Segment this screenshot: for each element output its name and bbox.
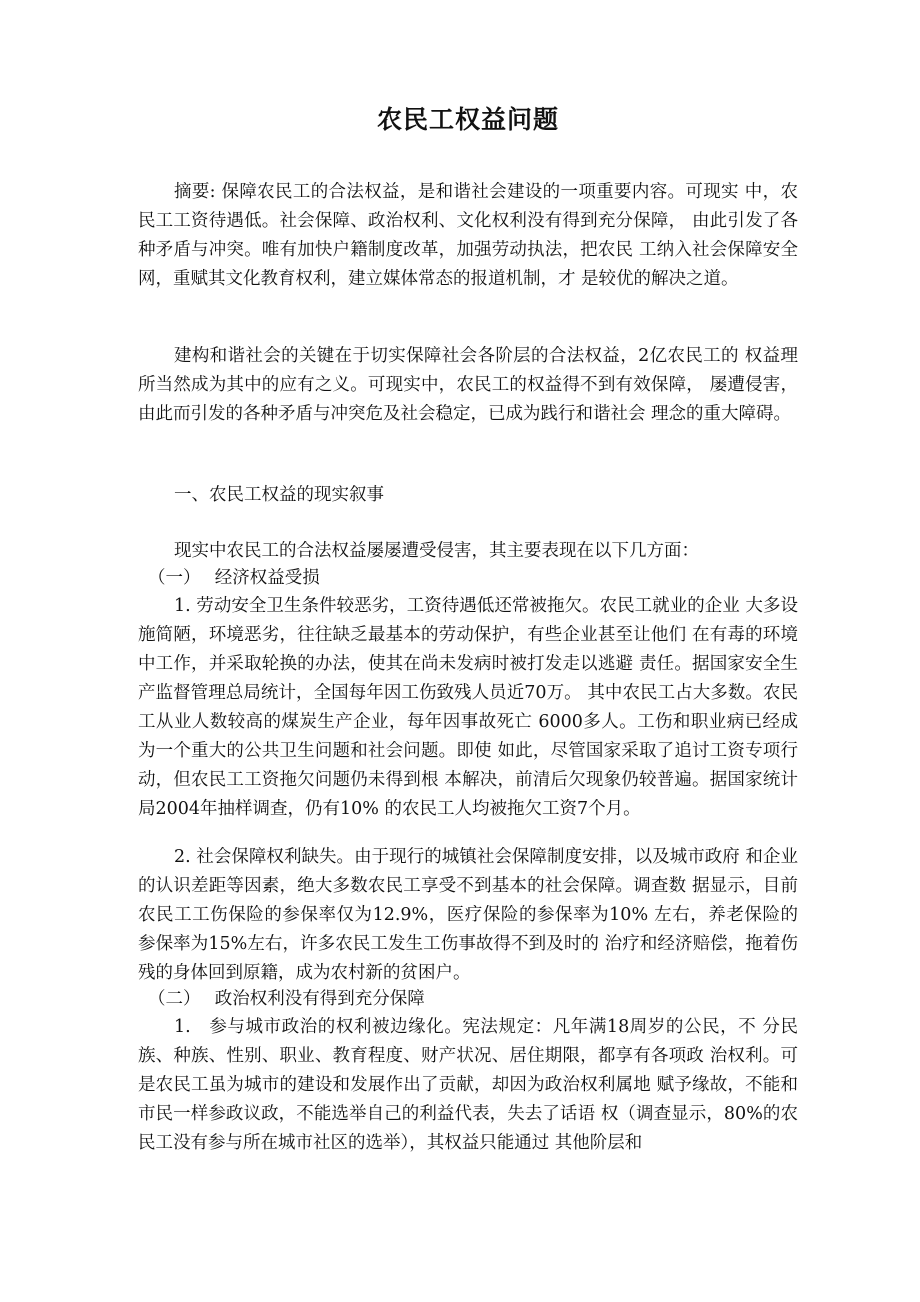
subsection-heading-economic: （一） 经济权益受损 <box>148 568 320 588</box>
subsection-heading-political: （二） 政治权利没有得到充分保障 <box>148 989 425 1009</box>
document-title: 农民工权益问题 <box>376 105 559 134</box>
section-lead-paragraph: 现实中农民工的合法权益屡屡遭受侵害，其主要表现在以下几方面： <box>174 541 699 561</box>
abstract-paragraph: 摘要: 保障农民工的合法权益，是和谐社会建设的一项重要内容。可现实 中，农民工工资待遇低。社会保障、政治权利、文化权利没有得到充分保障， 由此引发了各种矛盾与冲突。唯有加快户籍制度改革，加强劳动执法，把农民 工纳入社会保障安全网，重赋其文化教育权利，建立媒体常态的报道机制，才 是较优的解决之道。 <box>138 182 798 289</box>
list-item-labor-safety: 1. 劳动安全卫生条件较恶劣，工资待遇低还常被拖欠。农民工就业的企业 大多设施简陋，环境恶劣，往往缺乏最基本的劳动保护，有些企业甚至让他们 在有毒的环境中工作，并采取轮换的办法，使其在尚未发病时被打发走以逃避 责任。据国家安全生产监督管理总局统计，全国每年因工伤致残人员近70万。 其中农民工占大多数。农民工从业人数较高的煤炭生产企业，每年因事故死亡 6000多人。工伤和职业病已经成为一个重大的公共卫生问题和社会问题。即使 如此，尽管国家采取了追讨工资专项行动，但农民工工资拖欠问题仍未得到根 本解决，前清后欠现象仍较普遍。据国家统计局2004年抽样调查，仍有10% 的农民工人均被拖欠工资7个月。 <box>138 596 798 819</box>
list-item-political-participation: 1. 参与城市政治的权利被边缘化。宪法规定：凡年满18周岁的公民，不 分民族、种族、性别、职业、教育程度、财产状况、居住期限，都享有各项政 治权利。可是农民工虽为城市的建设和发展作出了贡献，却因为政治权利属地 赋予缘故，不能和市民一样参政议政，不能选举自己的利益代表，失去了话语 权（调查显示，80%的农民工没有参与所在城市社区的选举），其权益只能通过 其他阶层和 <box>138 1017 798 1153</box>
intro-paragraph: 建构和谐社会的关键在于切实保障社会各阶层的合法权益，2亿农民工的 权益理所当然成为其中的应有之义。可现实中，农民工的权益得不到有效保障， 屡遭侵害，由此而引发的各种矛盾与冲突危及社会稳定，已成为践行和谐社会 理念的重大障碍。 <box>138 346 798 424</box>
list-item-social-security: 2. 社会保障权利缺失。由于现行的城镇社会保障制度安排，以及城市政府 和企业的认识差距等因素，绝大多数农民工享受不到基本的社会保障。调查数 据显示，目前农民工工伤保险的参保率仅为12.9%，医疗保险的参保率为10% 左右，养老保险的参保率为15%左右，许多农民工发生工伤事故得不到及时的 治疗和经济赔偿，拖着伤残的身体回到原籍，成为农村新的贫困户。 <box>138 847 798 983</box>
section-heading: 一、农民工权益的现实叙事 <box>174 485 384 505</box>
